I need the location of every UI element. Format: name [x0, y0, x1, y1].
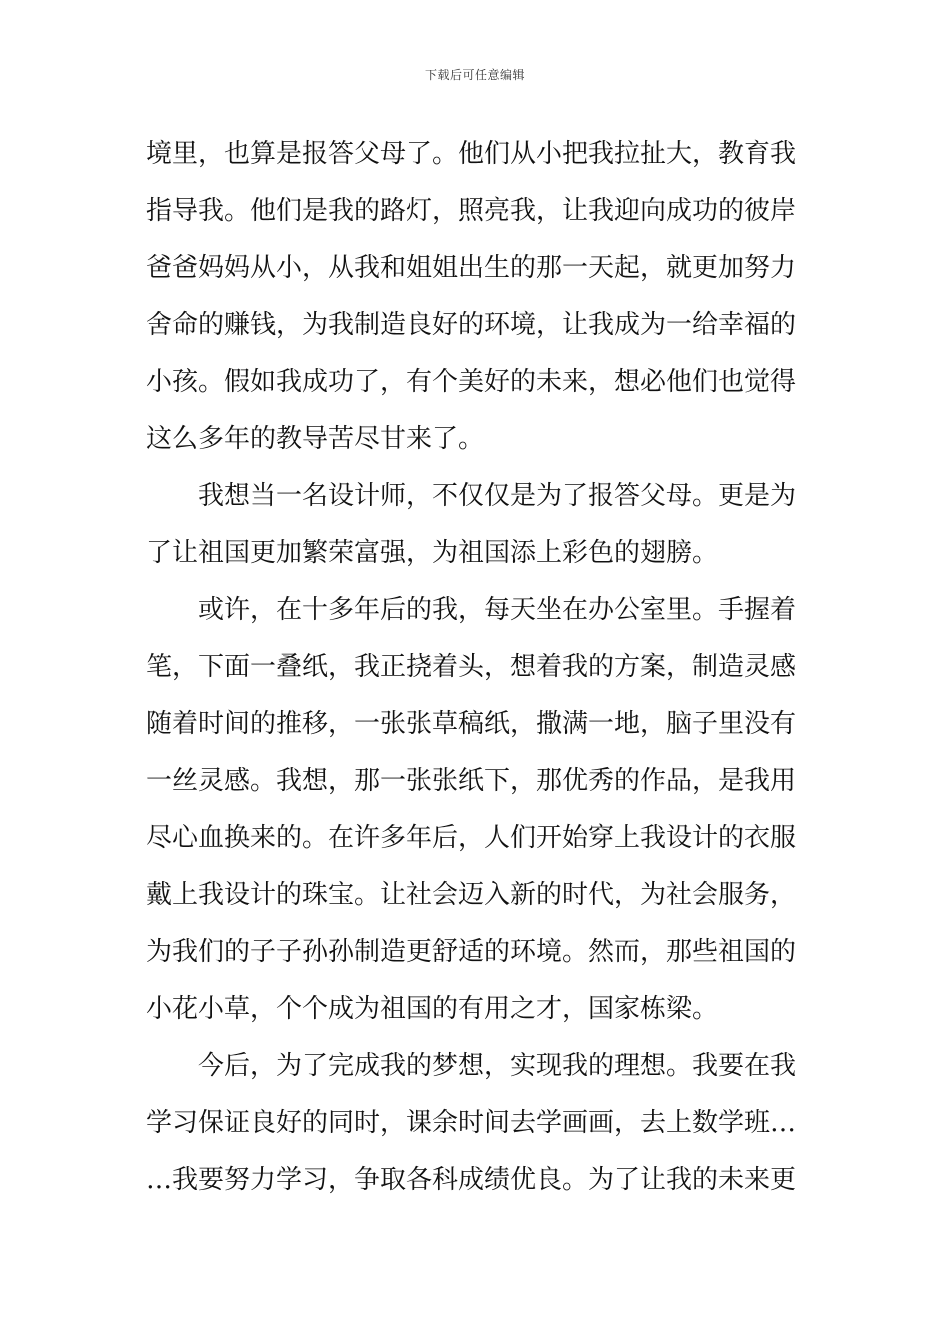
- paragraph-first-line: 今后，为了完成我的梦想，实现我的理想。我要在我: [198, 1051, 797, 1081]
- text-line: 随着时间的推移，一张张草稿纸，撒满一地，脑子里没有: [146, 709, 797, 739]
- text-line: 尽心血换来的。在许多年后，人们开始穿上我设计的衣服: [146, 823, 797, 853]
- paragraph-first-line: 或许，在十多年后的我，每天坐在办公室里。手握着: [198, 595, 797, 625]
- text-line: 一丝灵感。我想，那一张张纸下，那优秀的作品，是我用: [146, 766, 797, 796]
- document-body: [146, 126, 808, 1209]
- text-line: 境里，也算是报答父母了。他们从小把我拉扯大，教育我: [146, 139, 797, 169]
- text-line: …我要努力学习，争取各科成绩优良。为了让我的未来更: [146, 1165, 797, 1195]
- text-line: 笔，下面一叠纸，我正挠着头，想着我的方案，制造灵感: [146, 652, 797, 682]
- text-line: 学习保证良好的同时，课余时间去学画画，去上数学班…: [146, 1108, 797, 1138]
- text-line: 小花小草，个个成为祖国的有用之才，国家栋梁。: [146, 994, 719, 1024]
- text-line: 舍命的赚钱，为我制造良好的环境，让我成为一给幸福的: [146, 310, 797, 340]
- text-line: 了让祖国更加繁荣富强，为祖国添上彩色的翅膀。: [146, 538, 719, 568]
- text-line: 戴上我设计的珠宝。让社会迈入新的时代，为社会服务，: [146, 880, 797, 910]
- text-line: 这么多年的教导苦尽甘来了。: [146, 424, 485, 454]
- text-line: 小孩。假如我成功了，有个美好的未来，想必他们也觉得: [146, 367, 797, 397]
- page-header-note: 下载后可任意编辑: [424, 68, 525, 82]
- text-line: 指导我。他们是我的路灯，照亮我，让我迎向成功的彼岸: [146, 196, 797, 226]
- text-line: 为我们的子子孙孙制造更舒适的环境。然而，那些祖国的: [146, 937, 797, 967]
- paragraph-first-line: 我想当一名设计师，不仅仅是为了报答父母。更是为: [198, 481, 797, 511]
- text-line: 爸爸妈妈从小，从我和姐姐出生的那一天起，就更加努力: [146, 253, 797, 283]
